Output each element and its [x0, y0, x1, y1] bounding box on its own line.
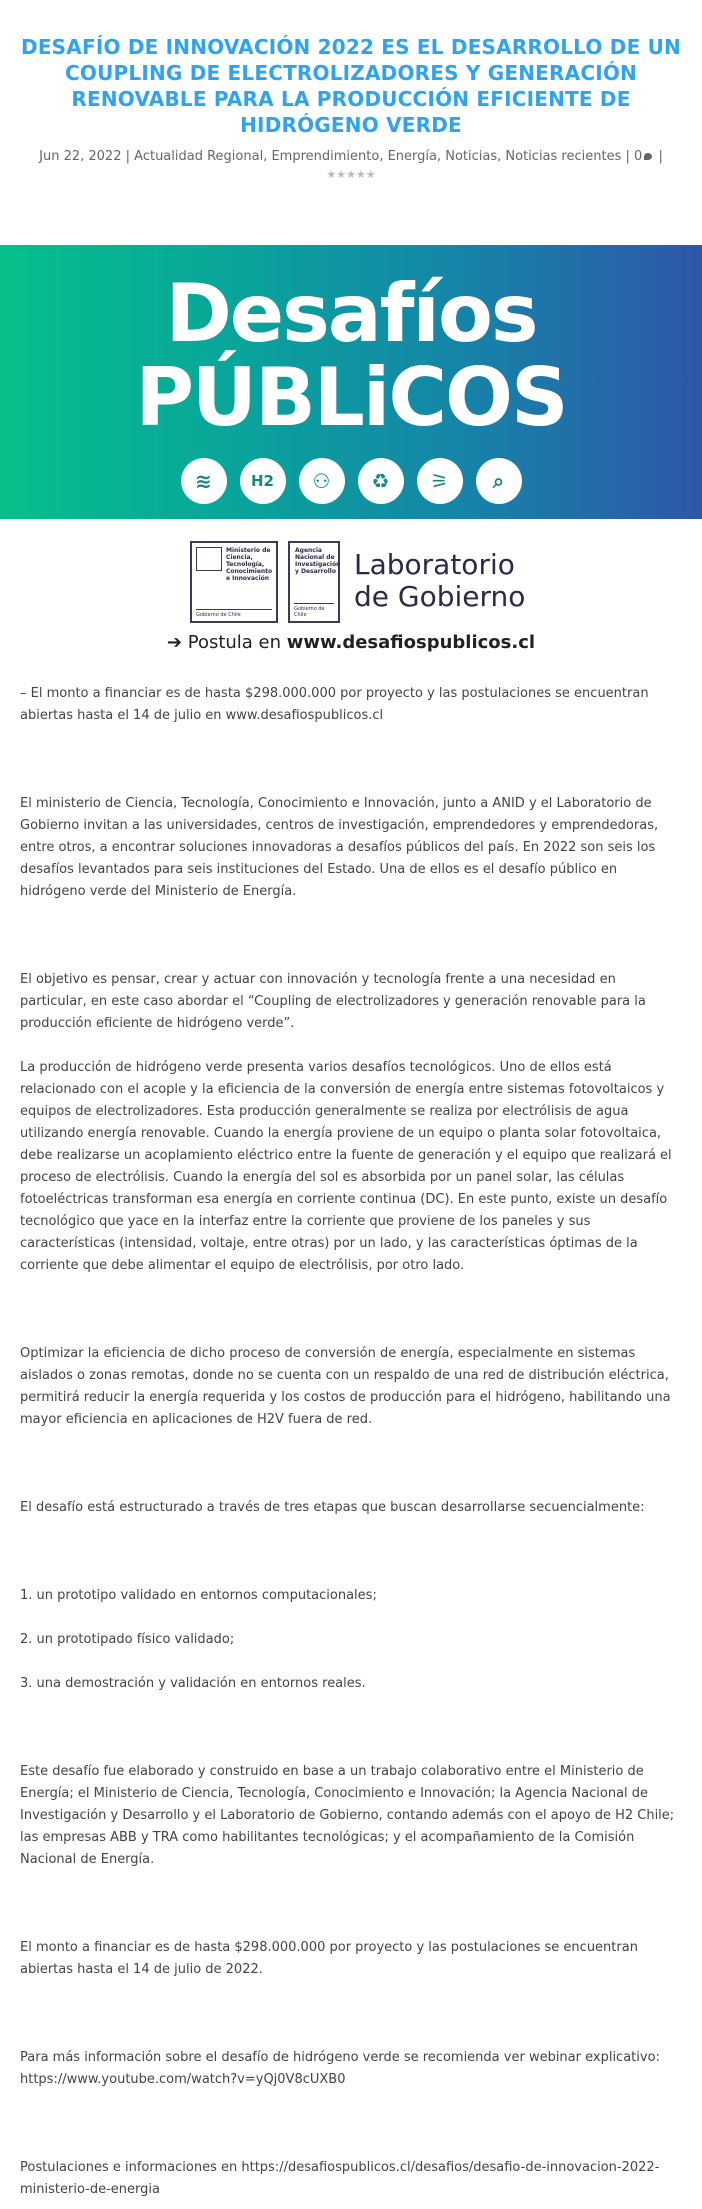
paragraph-objetivo: El objetivo es pensar, crear y actuar con innovación y tecnología frente a una necesidad en particular, en este caso abordar el “Coupling de electrolizadores y generación renovable para la producción eficiente de hidrógeno verde”. — [20, 971, 646, 1031]
paragraph-produccion: La producción de hidrógeno verde presenta varios desafíos tecnológicos. Uno de ellos está relacionado con el acople y la eficiencia de la conversión de energía entre sistemas fotovoltaicos y equipos de electrolizadores. Esta producción generalmente se realiza por electrólisis de agua utilizando energía renovable. Cuando la energía proviene de un equipo o planta solar fotovoltaica, debe realizarse un acoplamiento eléctrico entre la fuente de generación y el equipo que realizará el proceso de electrólisis. Cuando la energía del sol es absorbida por un panel solar, las células fotoeléctricas transforman esa energía en corriente continua (DC). En este punto, existe un desafío tecnológico que yace en la interfaz entre la corriente que proviene de los paneles y sus características (intensidad, voltaje, entre otras) por un lado, y las características óptimas de la corriente que debe alimentar el equipo de electrólisis, por otro lado. — [20, 1059, 672, 1273]
paragraph-optimizar: Optimizar la eficiencia de dicho proceso de conversión de energía, especialmente en sistemas aislados o zonas remotas, donde no se cuenta con un respaldo de una red de distribución eléctrica, permitirá reducir la energía requerida y los costos de producción para el hidrógeno, habilitando una mayor eficiencia en aplicaciones de H2V fuera de red. — [20, 1345, 671, 1427]
people-tech-icon: ⚇ — [299, 458, 345, 504]
post-title: DESAFÍO DE INNOVACIÓN 2022 ES EL DESARROLLO DE UN COUPLING DE ELECTROLIZADORES Y GENERACIÓN RENOVABLE PARA LA PRODUCCIÓN EFICIENTE DE HIDRÓGENO VERDE — [21, 35, 681, 137]
post-content — [0, 683, 702, 2209]
category-link-emprendimiento[interactable]: Emprendimiento — [271, 149, 380, 164]
institution-logos — [0, 519, 702, 669]
rating-stars: ★★★★★ — [326, 168, 376, 181]
paragraph-ministerio: El ministerio de Ciencia, Tecnología, Conocimiento e Innovación, junto a ANID y el Laboratorio de Gobierno invitan a las universidades, centros de investigación, emprendedores y emprendedoras, entre otros, a encontrar soluciones innovadoras a desafíos públicos del país. En 2022 son seis los desafíos levantados para seis instituciones del Estado. Una de ellos es el desafío público en hidrógeno verde del Ministerio de Energía. — [20, 795, 659, 899]
anid-logo: Agencia Nacional de Investigación y Desarrollo Gobierno de Chile — [288, 541, 340, 623]
paragraph-monto: El monto a financiar es de hasta $298.000.000 por proyecto y las postulaciones se encuentran abiertas hasta el 14 de julio de 2022. — [20, 1939, 638, 1977]
postula-url: www.desafiospublicos.cl — [286, 631, 536, 653]
category-link-actualidad-regional[interactable]: Actualidad Regional — [134, 149, 264, 164]
postula-line: ➔ Postula en www.desafiospublicos.cl — [166, 631, 536, 653]
laboratorio-gobierno-logo: Laboratorio de Gobierno — [354, 547, 526, 613]
paragraph-intro: – El monto a financiar es de hasta $298.000.000 por proyecto y las postulaciones se encuentran abiertas hasta el 14 de julio en www.desafiospublicos.cl — [20, 685, 649, 723]
banner-icons — [0, 458, 702, 504]
category-link-noticias[interactable]: Noticias — [445, 149, 498, 164]
h2-icon: H2 — [240, 458, 286, 504]
ministerio-ciencia-logo: Ministerio de Ciencia, Tecnología, Conocimiento e Innovación Gobierno de Chile — [190, 541, 278, 623]
post-date: Jun 22, 2022 — [39, 149, 122, 164]
post-meta: Jun 22, 2022 | Actualidad Regional, Emprendimiento, Energía, Noticias, Noticias recientes | 0 | ★★★★★ — [20, 148, 682, 185]
paragraph-colaborativo: Este desafío fue elaborado y construido en base a un trabajo colaborativo entre el Ministerio de Energía; el Ministerio de Ciencia, Tecnología, Conocimiento e Innovación; la Agencia Nacional de Investigación y Desarrollo y el Laboratorio de Gobierno, contando además con el apoyo de H2 Chile; las empresas ABB y TRA como habilitantes tecnológicas; y el acompañamiento de la Comisión Nacional de Energía. — [20, 1763, 675, 1867]
post-header — [0, 0, 702, 185]
chile-flag-icon — [196, 547, 222, 571]
category-link-energia[interactable]: Energía — [387, 149, 437, 164]
paragraph-webinar: Para más información sobre el desafío de hidrógeno verde se recomienda ver webinar explicativo: https://www.youtube.com/watch?v=yQj0V8cUXB0 — [20, 2049, 660, 2087]
map-search-icon: ⌕ — [476, 458, 522, 504]
banner-title-line1: Desafíos — [165, 266, 537, 360]
paragraph-estructura: El desafío está estructurado a través de tres etapas que buscan desarrollarse secuencialmente: — [20, 1499, 645, 1515]
water-search-icon: ≋ — [181, 458, 227, 504]
category-link-noticias-recientes[interactable]: Noticias recientes — [505, 149, 622, 164]
paragraph-postulaciones: Postulaciones e informaciones en https://desafiospublicos.cl/desafios/desafio-de-innovacion-2022-ministerio-de-energia — [20, 2159, 660, 2197]
list-item: 2. un prototipado físico validado; — [20, 1631, 235, 1647]
banner-title-line2: PÚBLiCOS — [135, 350, 567, 444]
list-item: 1. un prototipo validado en entornos computacionales; — [20, 1587, 377, 1603]
comments-link[interactable]: 0 — [634, 149, 654, 164]
desafios-publicos-banner — [0, 245, 702, 519]
list-item: 3. una demostración y validación en entornos reales. — [20, 1675, 366, 1691]
road-icon: ⚞ — [417, 458, 463, 504]
comment-icon — [644, 153, 652, 160]
recycle-icon: ♻ — [358, 458, 404, 504]
